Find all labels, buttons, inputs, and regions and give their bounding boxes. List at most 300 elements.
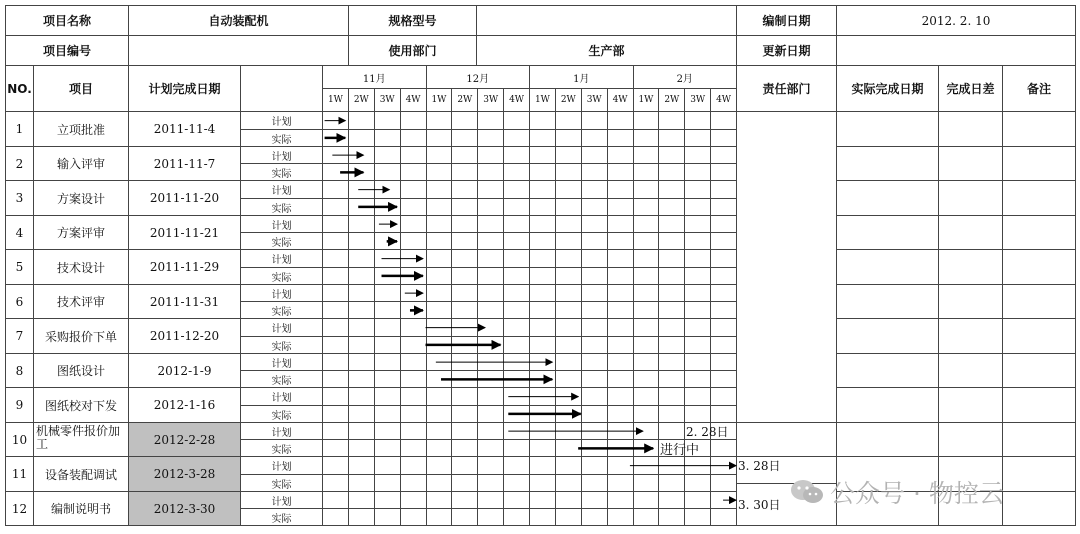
gantt-cell [710, 232, 737, 250]
project-name-label: 项目名称 [5, 5, 129, 36]
gantt-cell [529, 336, 556, 354]
gantt-cell [400, 249, 427, 268]
wechat-icon [790, 478, 824, 506]
gantt-cell [400, 456, 427, 475]
week-header: 2W [555, 88, 582, 112]
gantt-cell [555, 439, 582, 457]
gantt-cell [451, 249, 478, 268]
plan-label: 计划 [240, 422, 323, 440]
gantt-cell [658, 111, 685, 130]
gantt-cell [348, 111, 375, 130]
gantt-cell [322, 301, 349, 319]
gantt-cell [348, 439, 375, 457]
gantt-cell [348, 387, 375, 406]
task11-plan-note: 3. 28日 [738, 459, 781, 473]
gantt-cell [710, 405, 737, 423]
week-header: 1W [426, 88, 453, 112]
task-planned-date: 2011-11-20 [128, 180, 241, 216]
task-no: 11 [5, 456, 34, 492]
gantt-cell [633, 163, 660, 181]
gantt-cell [633, 370, 660, 388]
gantt-cell [710, 163, 737, 181]
gantt-cell [400, 370, 427, 388]
gantt-cell [529, 370, 556, 388]
gantt-cell [581, 163, 608, 181]
week-header: 1W [322, 88, 349, 112]
gantt-cell [555, 180, 582, 199]
gantt-cell [374, 456, 401, 475]
gantt-cell [503, 336, 530, 354]
gantt-cell [658, 387, 685, 406]
col-no: NO. [5, 65, 34, 112]
gantt-cell [658, 267, 685, 285]
gantt-cell [607, 198, 634, 216]
gantt-cell [374, 301, 401, 319]
gantt-cell [374, 474, 401, 492]
gantt-cell [503, 422, 530, 440]
week-header: 4W [503, 88, 530, 112]
gantt-cell [607, 129, 634, 147]
gantt-cell [684, 491, 711, 509]
week-header: 3W [684, 88, 711, 112]
gantt-cell [607, 336, 634, 354]
gantt-cell [451, 146, 478, 164]
gantt-cell [684, 353, 711, 371]
gantt-cell [348, 474, 375, 492]
gantt-cell [607, 267, 634, 285]
gantt-cell [477, 249, 504, 268]
gantt-cell [451, 284, 478, 302]
gantt-cell [503, 180, 530, 199]
gantt-cell [581, 129, 608, 147]
gantt-cell [426, 318, 453, 337]
gantt-cell [607, 491, 634, 509]
gantt-cell [503, 111, 530, 130]
gantt-cell [477, 370, 504, 388]
gantt-cell [607, 249, 634, 268]
gantt-cell [451, 318, 478, 337]
gantt-cell [710, 284, 737, 302]
gantt-cell [710, 111, 737, 130]
gantt-cell [607, 318, 634, 337]
gantt-cell [451, 370, 478, 388]
gantt-cell [374, 249, 401, 268]
gantt-cell [348, 163, 375, 181]
task-no: 10 [5, 422, 34, 457]
gantt-cell [348, 129, 375, 147]
gantt-cell [529, 456, 556, 475]
gantt-cell [451, 387, 478, 406]
gantt-cell [710, 508, 737, 526]
gantt-cell [607, 146, 634, 164]
gantt-cell [374, 267, 401, 285]
project-name-value: 自动装配机 [128, 5, 349, 36]
task-diff [938, 353, 1003, 388]
gantt-cell [607, 474, 634, 492]
gantt-cell [581, 422, 608, 440]
gantt-cell [322, 456, 349, 475]
gantt-cell [684, 508, 711, 526]
gantt-cell [581, 456, 608, 475]
actual-label: 实际 [240, 129, 323, 147]
gantt-cell [633, 387, 660, 406]
col-plan-actual [240, 65, 323, 112]
task-planned-date: 2012-1-9 [128, 353, 241, 388]
gantt-cell [607, 111, 634, 130]
week-header: 3W [581, 88, 608, 112]
gantt-cell [684, 111, 711, 130]
task-name: 技术设计 [33, 249, 129, 285]
gantt-cell [529, 284, 556, 302]
dept-value: 生产部 [476, 35, 737, 66]
gantt-cell [658, 474, 685, 492]
gantt-cell [555, 508, 582, 526]
gantt-cell [322, 405, 349, 423]
plan-label: 计划 [240, 284, 323, 302]
plan-label: 计划 [240, 249, 323, 268]
gantt-cell [477, 318, 504, 337]
gantt-cell [633, 198, 660, 216]
gantt-cell [658, 146, 685, 164]
gantt-cell [426, 163, 453, 181]
task-planned-date: 2012-1-16 [128, 387, 241, 423]
gantt-cell [581, 508, 608, 526]
gantt-cell [658, 353, 685, 371]
gantt-cell [710, 146, 737, 164]
gantt-cell [451, 267, 478, 285]
gantt-cell [400, 111, 427, 130]
week-header: 3W [374, 88, 401, 112]
gantt-cell [374, 439, 401, 457]
task-remark [1002, 180, 1076, 216]
gantt-cell [503, 198, 530, 216]
gantt-cell [555, 267, 582, 285]
task-name: 输入评审 [33, 146, 129, 181]
gantt-cell [477, 198, 504, 216]
gantt-cell [658, 491, 685, 509]
task-planned-date: 2011-11-29 [128, 249, 241, 285]
gantt-cell [426, 387, 453, 406]
gantt-cell [322, 146, 349, 164]
gantt-cell [451, 198, 478, 216]
watermark [790, 474, 1004, 510]
gantt-cell [684, 180, 711, 199]
gantt-cell [529, 301, 556, 319]
task-actual-date [836, 284, 939, 319]
gantt-cell [555, 318, 582, 337]
task-planned-date: 2012-3-30 [128, 491, 241, 526]
gantt-cell [684, 301, 711, 319]
task-actual-date [836, 215, 939, 250]
gantt-cell [322, 163, 349, 181]
gantt-cell [348, 249, 375, 268]
week-header: 2W [451, 88, 478, 112]
gantt-cell [633, 474, 660, 492]
gantt-cell [684, 387, 711, 406]
gantt-cell [322, 336, 349, 354]
gantt-cell [451, 301, 478, 319]
actual-label: 实际 [240, 439, 323, 457]
gantt-cell [555, 111, 582, 130]
gantt-cell [555, 301, 582, 319]
gantt-cell [555, 422, 582, 440]
gantt-cell [322, 198, 349, 216]
gantt-cell [710, 198, 737, 216]
task-no: 6 [5, 284, 34, 319]
gantt-cell [503, 370, 530, 388]
gantt-cell [348, 284, 375, 302]
gantt-cell [529, 353, 556, 371]
gantt-cell [581, 180, 608, 199]
gantt-cell [658, 508, 685, 526]
gantt-cell [581, 387, 608, 406]
gantt-cell [684, 456, 711, 475]
gantt-cell [348, 198, 375, 216]
gantt-cell [710, 439, 737, 457]
plan-label: 计划 [240, 318, 323, 337]
gantt-cell [348, 422, 375, 440]
dept-label: 使用部门 [348, 35, 477, 66]
gantt-cell [400, 474, 427, 492]
gantt-cell [400, 146, 427, 164]
plan-label: 计划 [240, 456, 323, 475]
gantt-cell [503, 249, 530, 268]
gantt-cell [684, 198, 711, 216]
spec-label: 规格型号 [348, 5, 477, 36]
gantt-cell [607, 215, 634, 233]
gantt-cell [400, 318, 427, 337]
gantt-cell [400, 198, 427, 216]
gantt-cell [607, 163, 634, 181]
gantt-cell [581, 370, 608, 388]
gantt-cell [710, 370, 737, 388]
gantt-cell [322, 232, 349, 250]
task-remark [1002, 284, 1076, 319]
task-actual-date [836, 180, 939, 216]
gantt-cell [581, 232, 608, 250]
task10-plan-note: 2. 28日 [686, 425, 729, 439]
actual-label: 实际 [240, 198, 323, 216]
gantt-cell [633, 301, 660, 319]
gantt-cell [477, 439, 504, 457]
gantt-cell [451, 422, 478, 440]
gantt-cell [477, 422, 504, 440]
gantt-cell [555, 249, 582, 268]
actual-label: 实际 [240, 508, 323, 526]
gantt-cell [503, 405, 530, 423]
task-diff [938, 249, 1003, 285]
update-date-value [836, 35, 1076, 66]
gantt-cell [374, 353, 401, 371]
task-responsible [736, 111, 837, 423]
month-header: 11月 [322, 65, 427, 89]
gantt-cell [477, 284, 504, 302]
gantt-cell [322, 129, 349, 147]
gantt-cell [607, 353, 634, 371]
task-remark [1002, 491, 1076, 526]
task-remark [1002, 318, 1076, 354]
gantt-cell [658, 163, 685, 181]
task-name: 方案评审 [33, 215, 129, 250]
gantt-cell [503, 301, 530, 319]
gantt-cell [477, 301, 504, 319]
gantt-cell [658, 215, 685, 233]
gantt-cell [451, 405, 478, 423]
task-planned-date: 2011-11-7 [128, 146, 241, 181]
gantt-cell [426, 491, 453, 509]
gantt-cell [374, 422, 401, 440]
gantt-cell [633, 336, 660, 354]
gantt-cell [426, 422, 453, 440]
task-no: 1 [5, 111, 34, 147]
gantt-cell [426, 267, 453, 285]
gantt-cell [451, 111, 478, 130]
gantt-cell [684, 129, 711, 147]
gantt-cell [581, 284, 608, 302]
task-no: 9 [5, 387, 34, 423]
gantt-cell [710, 353, 737, 371]
gantt-cell [607, 370, 634, 388]
gantt-cell [374, 146, 401, 164]
gantt-cell [555, 284, 582, 302]
gantt-cell [426, 301, 453, 319]
gantt-cell [555, 215, 582, 233]
gantt-cell [451, 491, 478, 509]
gantt-cell [658, 370, 685, 388]
gantt-cell [684, 215, 711, 233]
gantt-cell [477, 232, 504, 250]
gantt-cell [581, 198, 608, 216]
task-planned-date: 2011-12-20 [128, 318, 241, 354]
gantt-cell [348, 508, 375, 526]
gantt-cell [374, 284, 401, 302]
gantt-cell [684, 370, 711, 388]
gantt-cell [684, 146, 711, 164]
gantt-cell [400, 215, 427, 233]
gantt-cell [348, 301, 375, 319]
gantt-cell [633, 111, 660, 130]
gantt-cell [555, 129, 582, 147]
gantt-cell [348, 353, 375, 371]
gantt-cell [710, 474, 737, 492]
task-actual-date [836, 111, 939, 147]
gantt-cell [607, 405, 634, 423]
task10-actual-note: 进行中 [660, 443, 700, 458]
gantt-cell [322, 474, 349, 492]
actual-label: 实际 [240, 163, 323, 181]
task-no: 8 [5, 353, 34, 388]
gantt-cell [581, 215, 608, 233]
gantt-cell [529, 439, 556, 457]
week-header: 2W [658, 88, 685, 112]
gantt-cell [529, 129, 556, 147]
gantt-cell [529, 474, 556, 492]
gantt-cell [477, 180, 504, 199]
actual-label: 实际 [240, 405, 323, 423]
gantt-cell [555, 163, 582, 181]
gantt-cell [684, 336, 711, 354]
gantt-cell [374, 129, 401, 147]
gantt-cell [400, 405, 427, 423]
gantt-cell [400, 422, 427, 440]
gantt-cell [400, 267, 427, 285]
task-name: 采购报价下单 [33, 318, 129, 354]
task-remark [1002, 422, 1076, 457]
task-no: 3 [5, 180, 34, 216]
gantt-cell [477, 111, 504, 130]
gantt-cell [555, 146, 582, 164]
task-name: 图纸校对下发 [33, 387, 129, 423]
task-remark [1002, 456, 1076, 492]
task-planned-date: 2012-2-28 [128, 422, 241, 457]
actual-label: 实际 [240, 370, 323, 388]
gantt-cell [322, 353, 349, 371]
task-diff [938, 180, 1003, 216]
gantt-cell [322, 215, 349, 233]
gantt-cell [400, 353, 427, 371]
gantt-cell [477, 336, 504, 354]
col-remark: 备注 [1002, 65, 1076, 112]
gantt-cell [503, 215, 530, 233]
gantt-cell [503, 163, 530, 181]
gantt-cell [503, 284, 530, 302]
gantt-cell [477, 163, 504, 181]
gantt-cell [503, 387, 530, 406]
gantt-cell [426, 336, 453, 354]
gantt-cell [426, 249, 453, 268]
gantt-cell [503, 508, 530, 526]
gantt-cell [658, 422, 685, 440]
gantt-cell [400, 387, 427, 406]
task-diff [938, 318, 1003, 354]
gantt-cell [633, 439, 660, 457]
gantt-cell [426, 180, 453, 199]
task-actual-date [836, 422, 939, 457]
gantt-cell [607, 456, 634, 475]
gantt-cell [477, 215, 504, 233]
task-planned-date: 2011-11-21 [128, 215, 241, 250]
gantt-cell [426, 284, 453, 302]
gantt-cell [633, 491, 660, 509]
task-name: 机械零件报价加工 [33, 422, 129, 457]
gantt-cell [684, 249, 711, 268]
gantt-cell [633, 508, 660, 526]
gantt-cell [374, 508, 401, 526]
gantt-cell [607, 284, 634, 302]
task-no: 7 [5, 318, 34, 354]
task-no: 2 [5, 146, 34, 181]
gantt-cell [555, 387, 582, 406]
task-diff [938, 284, 1003, 319]
gantt-cell [658, 284, 685, 302]
gantt-cell [633, 422, 660, 440]
gantt-cell [581, 405, 608, 423]
plan-label: 计划 [240, 353, 323, 371]
task-remark [1002, 249, 1076, 285]
gantt-cell [374, 215, 401, 233]
gantt-cell [710, 180, 737, 199]
gantt-cell [658, 129, 685, 147]
plan-label: 计划 [240, 111, 323, 130]
plan-label: 计划 [240, 146, 323, 164]
gantt-cell [426, 508, 453, 526]
gantt-cell [400, 284, 427, 302]
gantt-cell [658, 249, 685, 268]
gantt-cell [658, 318, 685, 337]
col-diff: 完成日差 [938, 65, 1003, 112]
gantt-cell [529, 405, 556, 423]
month-header: 2月 [633, 65, 738, 89]
